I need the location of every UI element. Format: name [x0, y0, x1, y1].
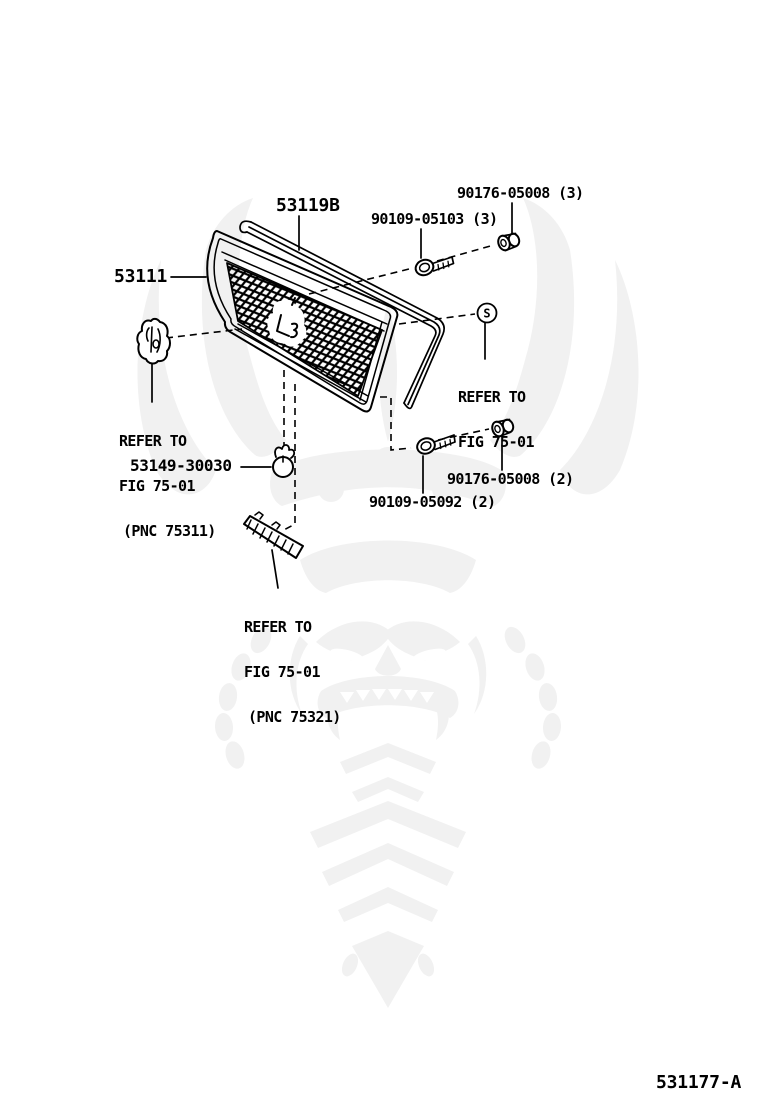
part-label-retainer-lower[interactable]: 90176-05008 (2) — [447, 470, 574, 488]
s-symbol-letter: S — [483, 306, 491, 321]
refer-note-line: (PNC 75311) — [123, 522, 216, 540]
part-label-screw-lower[interactable]: 90109-05092 (2) — [369, 493, 496, 511]
figure-code: 531177-A — [656, 1072, 742, 1093]
clip-53149-drawing — [273, 445, 294, 477]
refer-note-line: FIG 75-01 — [119, 477, 195, 495]
refer-note-line: FIG 75-01 — [244, 663, 320, 681]
clip-75311-drawing — [137, 319, 170, 364]
part-label-clip[interactable]: 53149-30030 — [130, 456, 232, 475]
part-label-retainer-upper[interactable]: 90176-05008 (3) — [457, 184, 584, 202]
refer-note-left — [119, 404, 216, 569]
oni-mask-watermark — [137, 195, 638, 1008]
s-symbol — [478, 304, 497, 323]
refer-note-line: FIG 75-01 — [458, 433, 534, 451]
refer-note-line: (PNC 75321) — [248, 708, 341, 726]
refer-note-bottom — [244, 590, 341, 755]
refer-note-line: REFER TO — [244, 618, 312, 636]
refer-note-line: REFER TO — [119, 432, 187, 450]
trim-75321-drawing — [244, 512, 303, 558]
part-label-grille[interactable]: 53111 — [114, 266, 168, 287]
retainer-upper-drawing — [496, 232, 521, 252]
refer-note-line: REFER TO — [458, 388, 526, 406]
part-label-screw-upper[interactable]: 90109-05103 (3) — [371, 210, 498, 228]
refer-note-right — [458, 360, 534, 480]
part-label-molding[interactable]: 53119B — [276, 195, 340, 216]
screw-upper-drawing — [413, 257, 453, 278]
